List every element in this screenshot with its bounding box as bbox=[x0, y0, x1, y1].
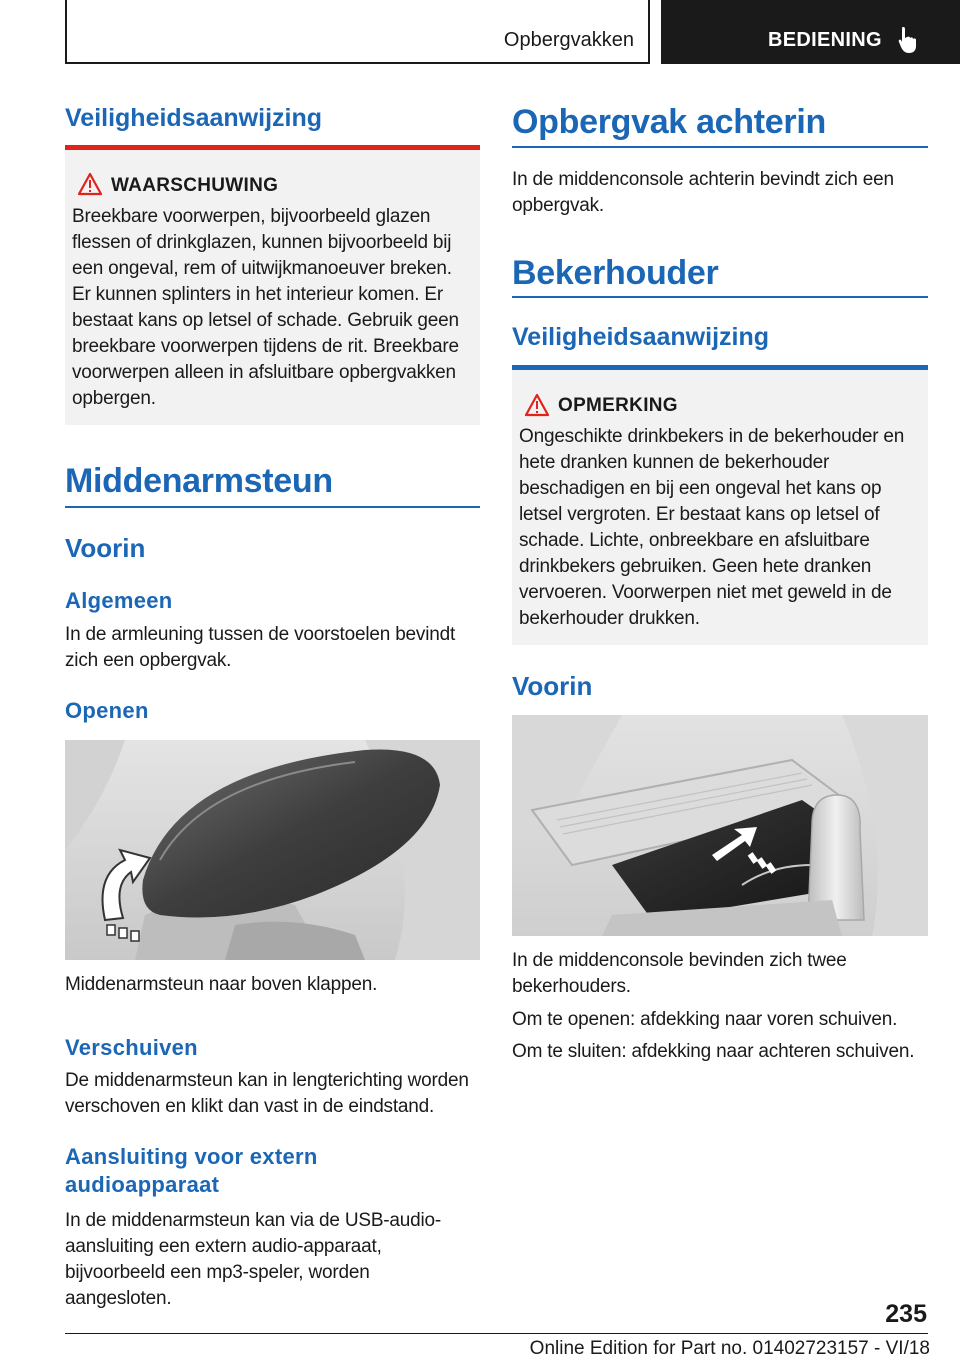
aansluiting-text: In de middenarmsteun kan via de USB-audio-aansluiting een extern audio-apparaat, bijvoorbeeld een mp3-speler, worden aangesloten. bbox=[65, 1210, 442, 1309]
note-text: Ongeschikte drinkbekers in de bekerhouder en hete dranken kunnen de bekerhouder beschadigen en bij een ongeval het kans op letsel vergroten. Er bestaat kans op letsel of schade. Lichte, onbreekbare en afsluitbare drinkbekers gebruiken. Geen hete dranken vervoeren. Voorwerpen niet met geweld in de bekerhouder drukken. bbox=[519, 426, 905, 629]
warning-title: WAARSCHUWING bbox=[111, 175, 279, 196]
footer-edition bbox=[470, 1338, 930, 1360]
header-section-label: Opbergvakken bbox=[503, 29, 634, 51]
algemeen-heading: Algemeen bbox=[65, 588, 173, 613]
verschuiven-heading: Verschuiven bbox=[65, 1035, 198, 1060]
pointing-hand-icon bbox=[898, 26, 920, 54]
warning-bar bbox=[65, 145, 480, 150]
opbergvak-achterin-title: Opbergvak achterin bbox=[512, 103, 826, 141]
left-safety-heading: Veiligheidsaanwijzing bbox=[65, 104, 323, 132]
cup-text-3: Om te sluiten: afdekking naar achteren schuiven. bbox=[512, 1041, 915, 1062]
cupholder-drawing bbox=[512, 715, 928, 936]
bekerhouder-title: Bekerhouder bbox=[512, 254, 719, 292]
voorin-heading-right: Voorin bbox=[512, 671, 593, 701]
note-box bbox=[512, 365, 928, 645]
achterin-text: In de middenconsole achterin bevindt zich een opbergvak. bbox=[512, 169, 894, 216]
openen-caption: Middenarmsteun naar boven klappen. bbox=[65, 974, 378, 995]
header-chapter-label: BEDIENING bbox=[768, 29, 882, 51]
section-rule bbox=[512, 146, 928, 148]
header-section-tab bbox=[65, 0, 650, 64]
right-safety-heading: Veiligheidsaanwijzing bbox=[512, 323, 770, 351]
section-rule bbox=[65, 506, 480, 508]
warning-triangle-icon bbox=[77, 172, 103, 196]
armrest-illustration bbox=[65, 740, 480, 960]
footer-rule bbox=[65, 1333, 928, 1334]
warning-text: Breekbare voorwerpen, bijvoorbeeld glazen flessen of drinkglazen, kunnen bijvoorbeeld bij een ongeval, rem of uitwijkmanoeuver breken. Er kunnen splinters in het interieur komen. Er bestaat kans op letsel of schade. Gebruik geen breekbare voorwerpen tijdens de rit. Breekbare voorwerpen alleen in afsluitbare opbergvakken opbergen. bbox=[72, 206, 459, 409]
cup-text-2: Om te openen: afdekking naar voren schuiven. bbox=[512, 1009, 898, 1030]
algemeen-text: In de armleuning tussen de voorstoelen bevindt zich een opbergvak. bbox=[65, 624, 456, 671]
verschuiven-text: De middenarmsteun kan in lengterichting worden verschoven en klikt dan vast in de eindstand. bbox=[65, 1070, 469, 1117]
page-number: 235 bbox=[885, 1300, 927, 1328]
warning-box bbox=[65, 145, 480, 425]
section-rule bbox=[512, 296, 928, 298]
note-bar bbox=[512, 365, 928, 370]
footer-edition-text: Online Edition for Part no. 01402723157 - VI/18 bbox=[529, 1338, 930, 1359]
cup-text-1: In de middenconsole bevinden zich twee bekerhouders. bbox=[512, 950, 847, 997]
middenarmsteun-title: Middenarmsteun bbox=[65, 462, 333, 500]
armrest-drawing bbox=[65, 740, 480, 960]
aansluiting-heading: Aansluiting voor extern audioapparaat bbox=[65, 1144, 318, 1197]
cupholder-illustration bbox=[512, 715, 928, 936]
voorin-heading-left: Voorin bbox=[65, 533, 146, 563]
openen-heading: Openen bbox=[65, 698, 149, 723]
note-title: OPMERKING bbox=[558, 395, 678, 416]
warning-triangle-icon bbox=[524, 393, 550, 417]
